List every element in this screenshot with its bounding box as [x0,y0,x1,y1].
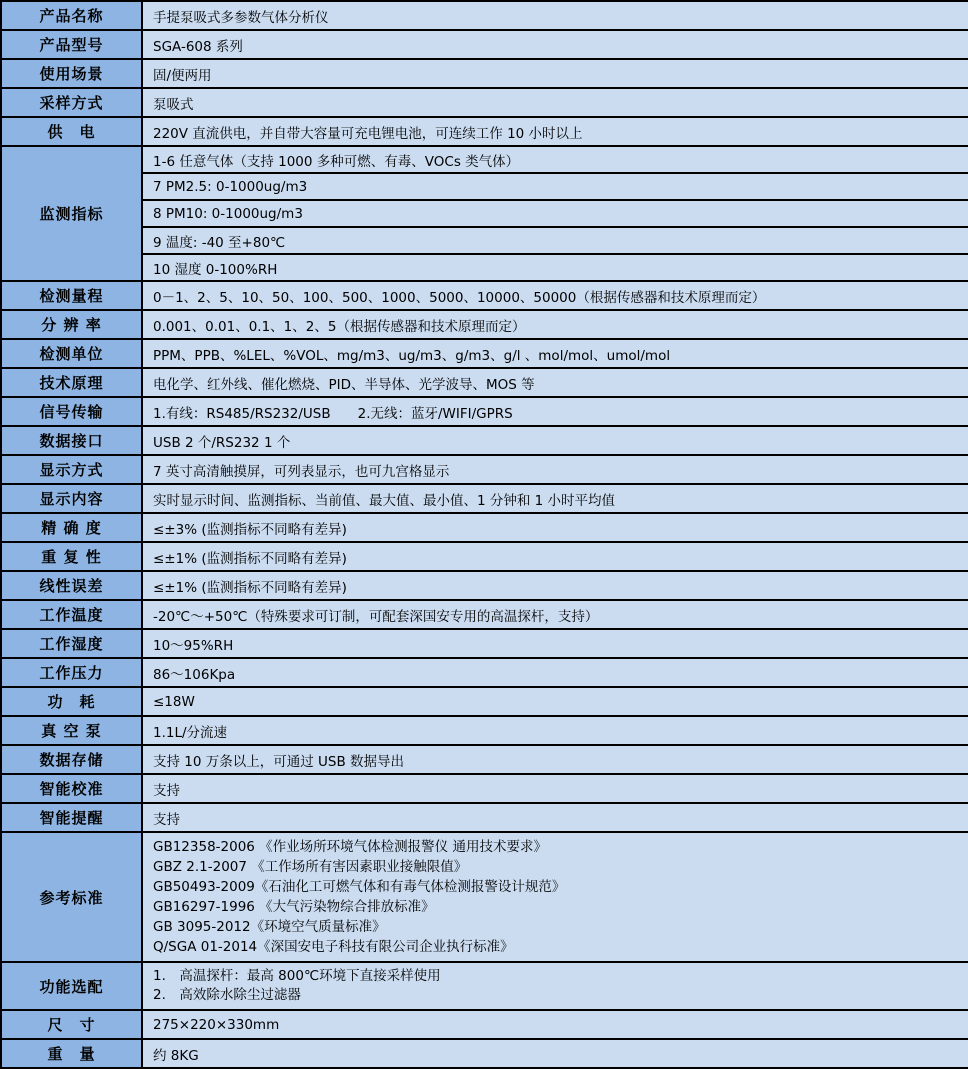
row-product-model [1,30,968,59]
spec-value: 泵吸式 [142,88,968,117]
row-repeatability [1,542,968,571]
spec-value: ≤18W [142,687,968,716]
standard-line: GB50493-2009《石油化工可燃气体和有毒气体检测报警设计规范》 [153,879,566,895]
spec-label: 供 电 [1,117,142,146]
row-reference-standards [1,832,968,962]
spec-value: ≤±1% (监测指标不同略有差异) [142,542,968,571]
row-accuracy [1,513,968,542]
spec-label: 信号传输 [1,397,142,426]
spec-label: 重 量 [1,1039,142,1068]
spec-value: 7 英寸高清触摸屏，可列表显示，也可九宫格显示 [142,455,968,484]
spec-value: 0.001、0.01、0.1、1、2、5（根据传感器和技术原理而定） [142,310,968,339]
spec-label: 使用场景 [1,59,142,88]
spec-value: 1.1L/分流速 [142,716,968,745]
spec-value: 275×220×330mm [142,1010,968,1039]
spec-label: 智能提醒 [1,803,142,832]
spec-label: 工作压力 [1,658,142,687]
spec-value: 1-6 任意气体（支持 1000 多种可燃、有毒、VOCs 类气体） [142,146,968,173]
row-working-temperature [1,600,968,629]
spec-label: 检测单位 [1,339,142,368]
row-smart-calibration [1,774,968,803]
spec-value: 8 PM10: 0-1000ug/m3 [142,200,968,227]
row-display-content [1,484,968,513]
spec-value: 10～95%RH [142,629,968,658]
row-power-supply [1,117,968,146]
standard-line: GBZ 2.1-2007 《工作场所有害因素职业接触限值》 [153,859,468,875]
row-vacuum-pump [1,716,968,745]
spec-value: USB 2 个/RS232 1 个 [142,426,968,455]
row-sampling-method [1,88,968,117]
spec-value: 10 湿度 0-100%RH [142,254,968,281]
spec-label: 分 辨 率 [1,310,142,339]
row-signal-transmission [1,397,968,426]
row-display-mode [1,455,968,484]
spec-label: 数据接口 [1,426,142,455]
spec-label: 精 确 度 [1,513,142,542]
row-detection-range [1,281,968,310]
spec-label: 数据存储 [1,745,142,774]
spec-label: 显示内容 [1,484,142,513]
row-monitor-pm25 [1,173,968,200]
row-technical-principle [1,368,968,397]
spec-value: -20℃～+50℃（特殊要求可订制，可配套深国安专用的高温探杆，支持） [142,600,968,629]
row-data-storage [1,745,968,774]
row-usage-scene [1,59,968,88]
standard-line: Q/SGA 01-2014《深国安电子科技有限公司企业执行标准》 [153,939,514,955]
spec-value: ≤±1% (监测指标不同略有差异) [142,571,968,600]
spec-value: 9 温度: -40 至+80℃ [142,227,968,254]
spec-label: 产品型号 [1,30,142,59]
spec-value: 电化学、红外线、催化燃烧、PID、半导体、光学波导、MOS 等 [142,368,968,397]
row-weight [1,1039,968,1068]
row-dimensions [1,1010,968,1039]
row-working-pressure [1,658,968,687]
row-data-interface [1,426,968,455]
standard-line: GB12358-2006 《作业场所环境气体检测报警仪 通用技术要求》 [153,839,547,855]
spec-value: ≤±3% (监测指标不同略有差异) [142,513,968,542]
row-working-humidity [1,629,968,658]
row-monitor-temperature [1,227,968,254]
spec-label: 重 复 性 [1,542,142,571]
standard-line: GB 3095-2012《环境空气质量标准》 [153,919,386,935]
option-line: 1. 高温探杆：最高 800℃环境下直接采样使用 [153,968,441,984]
spec-value: PPM、PPB、%LEL、%VOL、mg/m3、ug/m3、g/m3、g/l 、mol/mol、umol/mol [142,339,968,368]
spec-value [142,832,968,962]
row-resolution [1,310,968,339]
spec-value: 7 PM2.5: 0-1000ug/m3 [142,173,968,200]
spec-label: 功 耗 [1,687,142,716]
row-linearity-error [1,571,968,600]
spec-label: 显示方式 [1,455,142,484]
spec-value: 支持 10 万条以上，可通过 USB 数据导出 [142,745,968,774]
row-detection-unit [1,339,968,368]
spec-value: 约 8KG [142,1039,968,1068]
row-monitor-humidity [1,254,968,281]
spec-label: 智能校准 [1,774,142,803]
row-optional-functions [1,962,968,1010]
spec-value: 实时显示时间、监测指标、当前值、最大值、最小值、1 分钟和 1 小时平均值 [142,484,968,513]
spec-value [142,962,968,1010]
row-monitor-indicators [1,146,968,173]
spec-label: 线性误差 [1,571,142,600]
spec-label: 技术原理 [1,368,142,397]
spec-value: 0－1、2、5、10、50、100、500、1000、5000、10000、50000（根据传感器和技术原理而定） [142,281,968,310]
spec-label: 检测量程 [1,281,142,310]
spec-label: 产品名称 [1,1,142,30]
spec-value: 220V 直流供电，并自带大容量可充电锂电池，可连续工作 10 小时以上 [142,117,968,146]
spec-label: 工作温度 [1,600,142,629]
spec-label: 采样方式 [1,88,142,117]
spec-label: 参考标准 [1,832,142,962]
spec-label: 工作湿度 [1,629,142,658]
spec-value: 支持 [142,774,968,803]
row-product-name [1,1,968,30]
spec-value: 手提泵吸式多参数气体分析仪 [142,1,968,30]
spec-value: 支持 [142,803,968,832]
standard-line: GB16297-1996 《大气污染物综合排放标准》 [153,899,435,915]
row-smart-reminder [1,803,968,832]
spec-label: 功能选配 [1,962,142,1010]
spec-value: 1.有线：RS485/RS232/USB 2.无线：蓝牙/WIFI/GPRS [142,397,968,426]
spec-label: 尺 寸 [1,1010,142,1039]
row-monitor-pm10 [1,200,968,227]
spec-label: 真 空 泵 [1,716,142,745]
row-power-consumption [1,687,968,716]
spec-label: 监测指标 [1,146,142,281]
spec-value: 86～106Kpa [142,658,968,687]
spec-value: 固/便两用 [142,59,968,88]
option-line: 2. 高效除水除尘过滤器 [153,987,301,1003]
spec-value: SGA-608 系列 [142,30,968,59]
